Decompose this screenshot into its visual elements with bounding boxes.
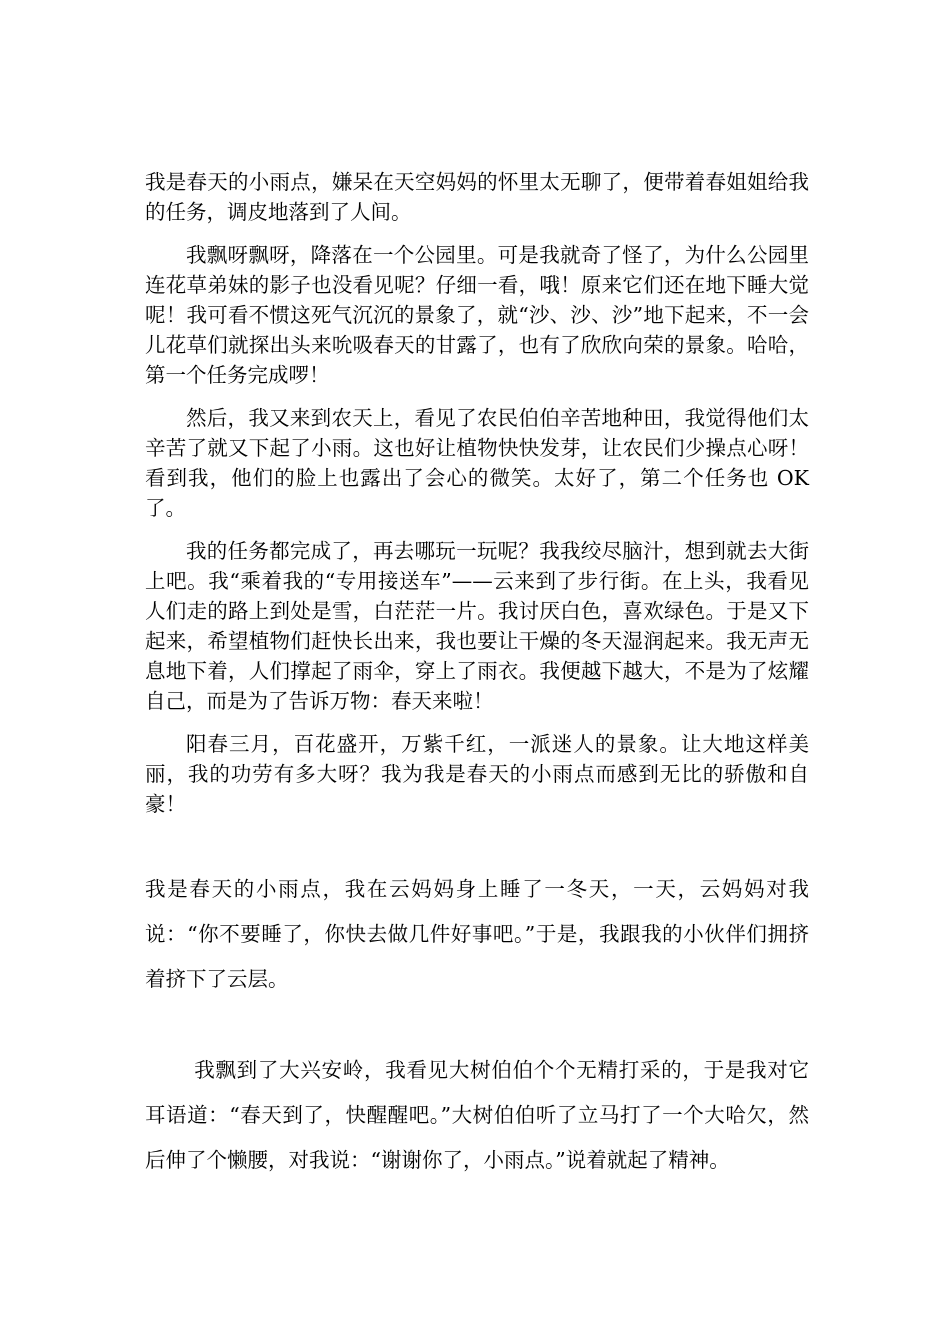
essay-1-paragraph-2: 我飘呀飘呀，降落在一个公园里。可是我就奇了怪了，为什么公园里连花草弟妹的影子也没看见呢？仔细一看，哦！原来它们还在地下睡大觉呢！我可看不惯这死气沉沉的景象了，就“沙、沙、沙”地下起来，不一会儿花草们就探出头来吮吸春天的甘露了，也有了欣欣向荣的景象。哈哈，第一个任务完成啰！: [145, 243, 809, 387]
essay-1-paragraph-1: 我是春天的小雨点，嫌呆在天空妈妈的怀里太无聊了，便带着春姐姐给我的任务，调皮地落到了人间。: [145, 170, 809, 224]
essay-1-paragraph-3: 然后，我又来到农天上，看见了农民伯伯辛苦地种田，我觉得他们太辛苦了就又下起了小雨。这也好让植物快快发芽，让农民们少操点心呀！看到我，他们的脸上也露出了会心的微笑。太好了，第二个任务也 OK 了。: [145, 406, 809, 520]
essay-spring-raindrop-1: [145, 167, 809, 832]
essay-1-paragraph-4: 我的任务都完成了，再去哪玩一玩呢？我我绞尽脑汁，想到就去大街上吧。我“乘着我的“专用接送车”——云来到了步行街。在上头，我看见人们走的路上到处是雪，白茫茫一片。我讨厌白色，喜欢绿色。于是又下起来，希望植物们赶快长出来，我也要让干燥的冬天湿润起来。我无声无息地下着，人们撑起了雨伞，穿上了雨衣。我便越下越大，不是为了炫耀自己，而是为了告诉万物：春天来啦！: [145, 539, 809, 713]
essay-spring-raindrop-2: [145, 867, 809, 1183]
essay-2-paragraph-2: 我飘到了大兴安岭，我看见大树伯伯个个无精打采的，于是我对它耳语道：“春天到了，快醒醒吧。”大树伯伯听了立马打了一个大哈欠，然后伸了个懒腰，对我说：“谢谢你了，小雨点。”说着就起了精神。: [145, 1058, 809, 1172]
essay-1-paragraph-5: 阳春三月，百花盛开，万紫千红，一派迷人的景象。让大地这样美丽，我的功劳有多大呀？我为我是春天的小雨点而感到无比的骄傲和自豪！: [145, 732, 809, 816]
essay-2-paragraph-1: 我是春天的小雨点，我在云妈妈身上睡了一冬天，一天，云妈妈对我说：“你不要睡了，你快去做几件好事吧。”于是，我跟我的小伙伴们拥挤着挤下了云层。: [145, 877, 809, 991]
